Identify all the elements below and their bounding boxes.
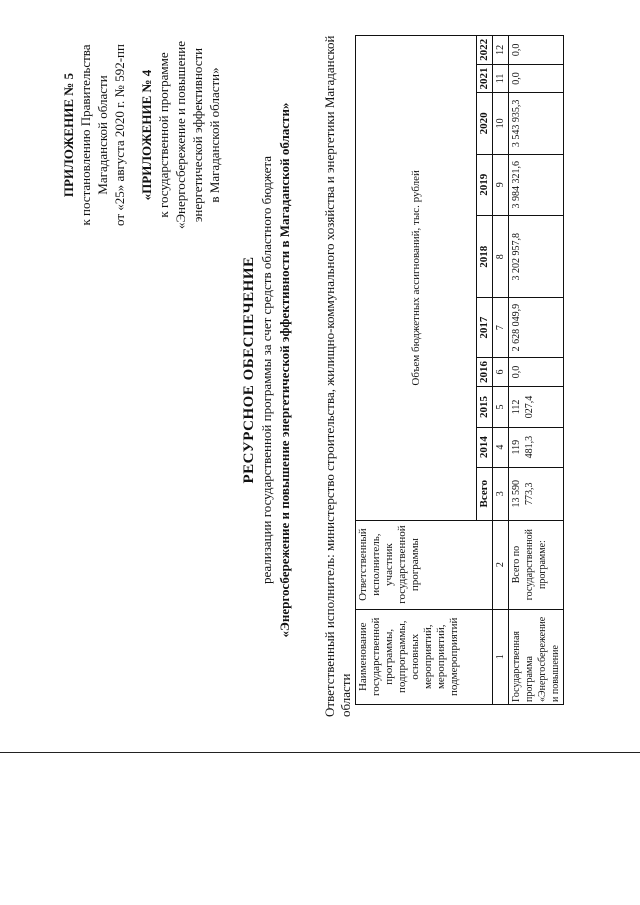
appendix-header xyxy=(60,5,223,265)
year-header: 2019 xyxy=(477,154,493,215)
column-number: 2 xyxy=(493,520,509,609)
column-number: 5 xyxy=(493,387,509,427)
year-header: 2022 xyxy=(477,36,493,65)
column-number: 7 xyxy=(493,298,509,357)
program-name-cell: Государственная программа «Энергосбережение и повышение xyxy=(509,609,564,704)
value-cell: 119 481,3 xyxy=(509,427,564,467)
program-line-3: энергетической эффективности xyxy=(190,47,205,223)
value-cell: 0,0 xyxy=(509,36,564,65)
decree-line-1: к постановлению Правительства xyxy=(78,44,93,226)
program-line-2: «Энергосбережение и повышение xyxy=(173,40,188,230)
program-line-4: в Магаданской области» xyxy=(207,67,222,203)
year-header: 2015 xyxy=(477,387,493,427)
column-number: 9 xyxy=(493,154,509,215)
title-line-1: реализации государственной программы за счет средств областного бюджета xyxy=(259,155,274,585)
value-cell: 3 202 957,8 xyxy=(509,215,564,298)
column-number: 12 xyxy=(493,36,509,65)
column-number-row xyxy=(493,36,509,705)
table-row xyxy=(509,36,564,705)
value-cell: 0,0 xyxy=(509,357,564,387)
value-cell: 112 027,4 xyxy=(509,387,564,427)
program-line-1: к государственной программе xyxy=(156,52,171,218)
column-number: 1 xyxy=(493,609,509,704)
rotated-document-page xyxy=(0,5,561,735)
decree-line-2: Магаданской области xyxy=(95,75,110,195)
year-header: Всего xyxy=(477,467,493,520)
column-number: 11 xyxy=(493,64,509,93)
title-line-2: «Энергосбережение и повышение энергетической эффективности в Магаданской области» xyxy=(277,102,292,638)
year-header: 2021 xyxy=(477,64,493,93)
decree-date: от «25» августа 2020 г. № 592-пп xyxy=(112,44,127,226)
executor-cell: Всего по государственной программе: xyxy=(509,520,564,609)
col-header-name: Наименование государственной программы, подпрограммы, основных мероприятий, мероприятий, подмероприятий xyxy=(356,609,493,704)
appendix-5-title: ПРИЛОЖЕНИЕ № 5 xyxy=(61,72,76,198)
year-header: 2018 xyxy=(477,215,493,298)
year-header: 2017 xyxy=(477,298,493,357)
col-header-executor: Ответственный исполнитель, участник государственной программы xyxy=(356,520,493,609)
responsible-executor: Ответственный исполнитель: министерство строительства, жилищно-коммунального хозяйства и энергетики Магаданской области xyxy=(322,35,353,717)
year-header: 2016 xyxy=(477,357,493,387)
value-cell: 0,0 xyxy=(509,64,564,93)
resource-table xyxy=(355,35,564,705)
appendix-4-title: «ПРИЛОЖЕНИЕ № 4 xyxy=(139,69,154,201)
column-number: 10 xyxy=(493,93,509,154)
column-number: 6 xyxy=(493,357,509,387)
document-title xyxy=(240,45,294,695)
col-header-budget: Объем бюджетных ассигнований, тыс. рублей xyxy=(356,36,477,521)
title-main: РЕСУРСНОЕ ОБЕСПЕЧЕНИЕ xyxy=(241,256,257,484)
value-cell: 13 590 773,3 xyxy=(509,467,564,520)
value-cell: 3 543 935,3 xyxy=(509,93,564,154)
column-number: 3 xyxy=(493,467,509,520)
column-number: 4 xyxy=(493,427,509,467)
value-cell: 2 628 049,9 xyxy=(509,298,564,357)
page-cut-line xyxy=(0,752,640,753)
year-header: 2020 xyxy=(477,93,493,154)
column-number: 8 xyxy=(493,215,509,298)
year-header: 2014 xyxy=(477,427,493,467)
value-cell: 3 984 321,6 xyxy=(509,154,564,215)
